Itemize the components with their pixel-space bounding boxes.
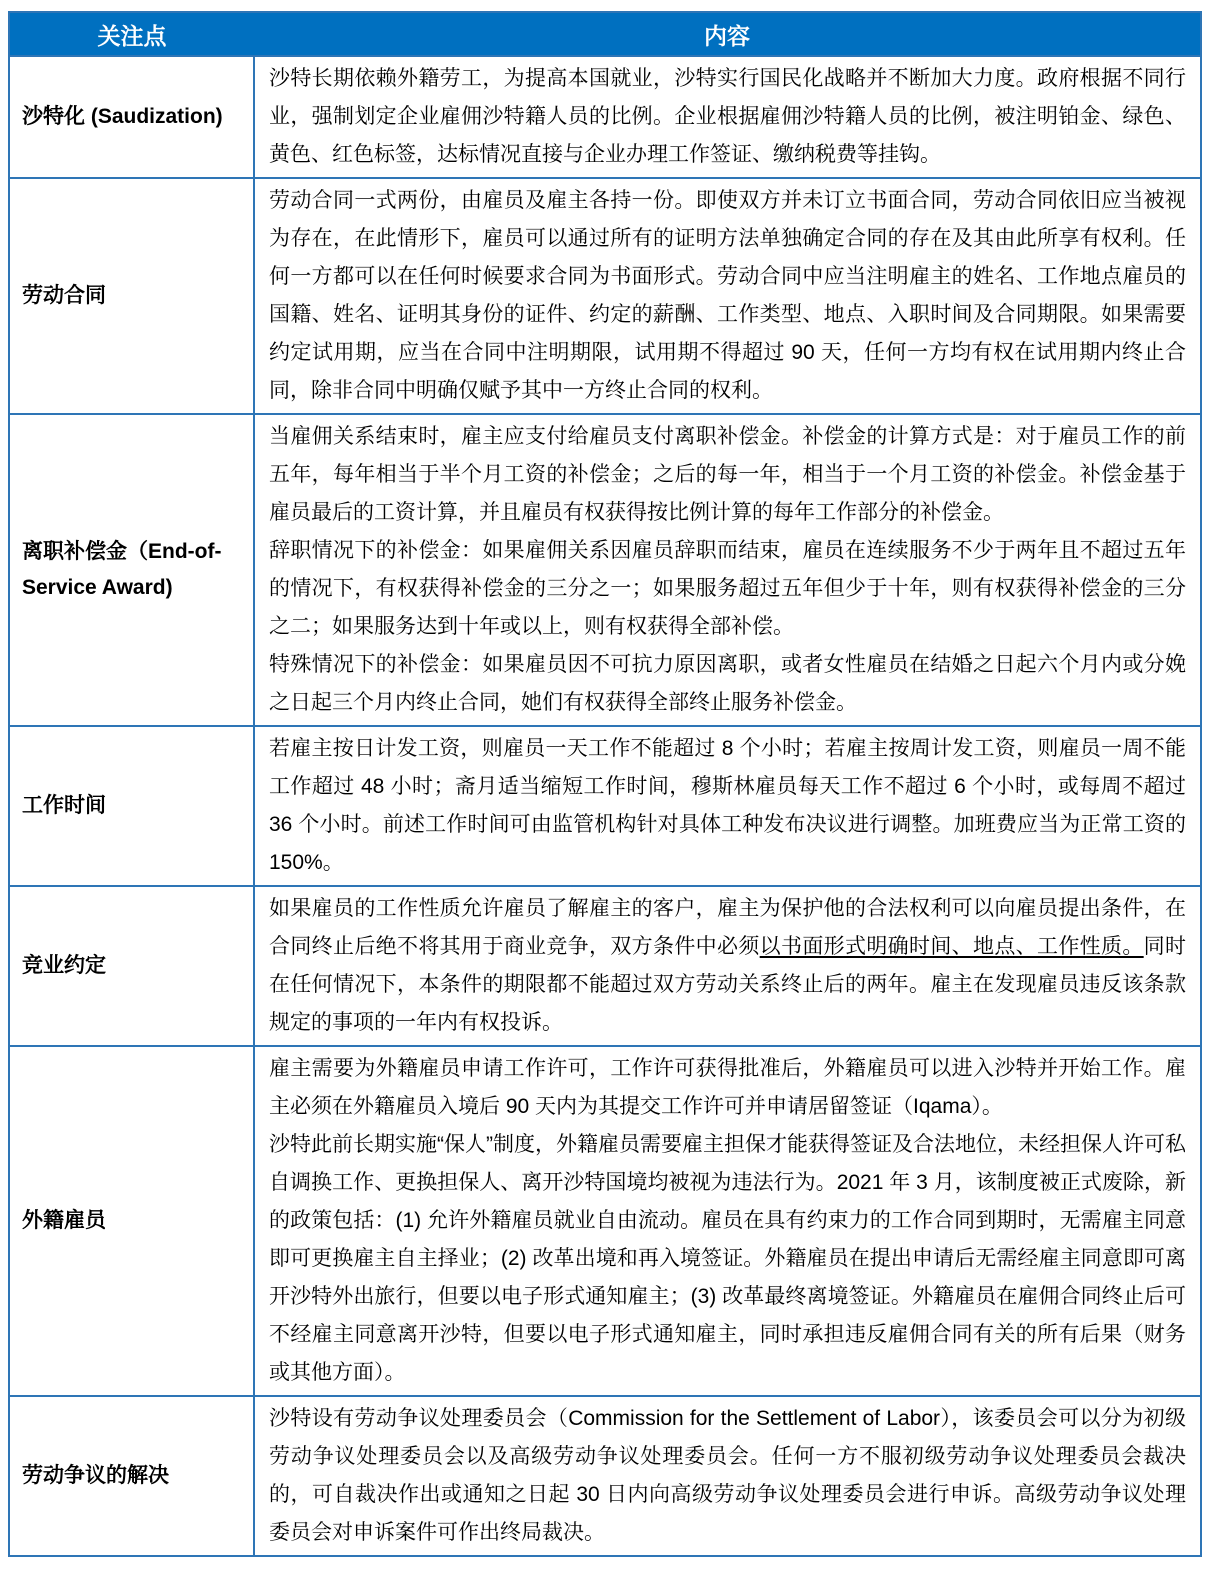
row-content-saudization	[254, 56, 1201, 178]
paragraph: 沙特设有劳动争议处理委员会（Commission for the Settlement of Labor），该委员会可以分为初级劳动争议处理委员会以及高级劳动争议处理委员会。任何一方不服初级劳动争议处理委员会裁决的，可自裁决作出或通知之日起 30 日内向高级劳动争议处理委员会进行申诉。高级劳动争议处理委员会对申诉案件可作出终局裁决。	[269, 1407, 1186, 1544]
labor-law-table	[8, 11, 1202, 1557]
table-row-saudization	[9, 56, 1201, 178]
text-segment: 如果雇员的工作性质允许雇员了解雇主的客户，雇主为保护他的合法权利可以向雇员提出条件，在合同终止后绝不将其用于商业竞争，双方条件中必须	[269, 897, 1186, 958]
row-label-labor-contract: 劳动合同	[9, 178, 254, 414]
table-row-end-of-service-award	[9, 414, 1201, 726]
paragraph: 雇主需要为外籍雇员申请工作许可，工作许可获得批准后，外籍雇员可以进入沙特并开始工作。雇主必须在外籍雇员入境后 90 天内为其提交工作许可并申请居留签证（Iqama）。	[269, 1057, 1186, 1118]
table-row-labor-dispute-resolution	[9, 1396, 1201, 1556]
paragraph: 沙特此前长期实施“保人”制度，外籍雇员需要雇主担保才能获得签证及合法地位，未经担保人许可私自调换工作、更换担保人、离开沙特国境均被视为违法行为。2021 年 3 月，该制度被正式废除，新的政策包括：(1) 允许外籍雇员就业自由流动。雇员在具有约束力的工作合同到期时，无需雇主同意即可更换雇主自主择业；(2) 改革出境和再入境签证。外籍雇员在提出申请后无需经雇主同意即可离开沙特外出旅行，但要以电子形式通知雇主；(3) 改革最终离境签证。外籍雇员在雇佣合同终止后可不经雇主同意离开沙特，但要以电子形式通知雇主，同时承担违反雇佣合同有关的所有后果（财务或其他方面）。	[269, 1133, 1186, 1384]
paragraph: 劳动合同一式两份，由雇员及雇主各持一份。即使双方并未订立书面合同，劳动合同依旧应当被视为存在，在此情形下，雇员可以通过所有的证明方法单独确定合同的存在及其由此所享有权利。任何一方都可以在任何时候要求合同为书面形式。劳动合同中应当注明雇主的姓名、工作地点雇员的国籍、姓名、证明其身份的证件、约定的薪酬、工作类型、地点、入职时间及合同期限。如果需要约定试用期，应当在合同中注明期限，试用期不得超过 90 天，任何一方均有权在试用期内终止合同，除非合同中明确仅赋予其中一方终止合同的权利。	[269, 189, 1186, 402]
header-row	[9, 12, 1201, 56]
underlined-text-segment: 以书面形式明确时间、地点、工作性质。	[759, 935, 1144, 958]
table-row-labor-contract	[9, 178, 1201, 414]
paragraph: 辞职情况下的补偿金：如果雇佣关系因雇员辞职而结束，雇员在连续服务不少于两年且不超过五年的情况下，有权获得补偿金的三分之一；如果服务超过五年但少于十年，则有权获得补偿金的三分之二；如果服务达到十年或以上，则有权获得全部补偿。	[269, 539, 1186, 638]
row-label-non-compete: 竞业约定	[9, 886, 254, 1046]
paragraph: 当雇佣关系结束时，雇主应支付给雇员支付离职补偿金。补偿金的计算方式是：对于雇员工作的前五年，每年相当于半个月工资的补偿金；之后的每一年，相当于一个月工资的补偿金。补偿金基于雇员最后的工资计算，并且雇员有权获得按比例计算的每年工作部分的补偿金。	[269, 425, 1186, 524]
row-content-foreign-employees	[254, 1046, 1201, 1396]
text-segment: 同时在任何情况下，本条件的期限都不能超过双方劳动关系终止后的两年。雇主在发现雇员违反该条款规定的事项的一年内有权投诉。	[269, 935, 1187, 1034]
paragraph: 若雇主按日计发工资，则雇员一天工作不能超过 8 个小时；若雇主按周计发工资，则雇员一周不能工作超过 48 小时；斋月适当缩短工作时间，穆斯林雇员每天工作不超过 6 个小时，或每周不超过 36 个小时。前述工作时间可由监管机构针对具体工种发布决议进行调整。加班费应当为正常工资的 150%。	[269, 737, 1186, 874]
paragraph: 沙特长期依赖外籍劳工，为提高本国就业，沙特实行国民化战略并不断加大力度。政府根据不同行业，强制划定企业雇佣沙特籍人员的比例。企业根据雇佣沙特籍人员的比例，被注明铂金、绿色、黄色、红色标签，达标情况直接与企业办理工作签证、缴纳税费等挂钩。	[269, 67, 1186, 166]
table-row-working-hours	[9, 726, 1201, 886]
row-label-end-of-service-award: 离职补偿金（End-of-Service Award)	[9, 414, 254, 726]
row-content-labor-contract	[254, 178, 1201, 414]
paragraph	[269, 890, 1186, 1042]
row-label-foreign-employees: 外籍雇员	[9, 1046, 254, 1396]
table-row-foreign-employees	[9, 1046, 1201, 1396]
row-label-working-hours: 工作时间	[9, 726, 254, 886]
header-cell-focus: 关注点	[9, 12, 254, 56]
row-label-labor-dispute-resolution: 劳动争议的解决	[9, 1396, 254, 1556]
row-content-end-of-service-award	[254, 414, 1201, 726]
row-content-working-hours	[254, 726, 1201, 886]
paragraph: 特殊情况下的补偿金：如果雇员因不可抗力原因离职，或者女性雇员在结婚之日起六个月内或分娩之日起三个月内终止合同，她们有权获得全部终止服务补偿金。	[269, 653, 1186, 714]
row-label-saudization: 沙特化 (Saudization)	[9, 56, 254, 178]
header-cell-content: 内容	[254, 12, 1201, 56]
row-content-labor-dispute-resolution	[254, 1396, 1201, 1556]
table-row-non-compete	[9, 886, 1201, 1046]
row-content-non-compete	[254, 886, 1201, 1046]
